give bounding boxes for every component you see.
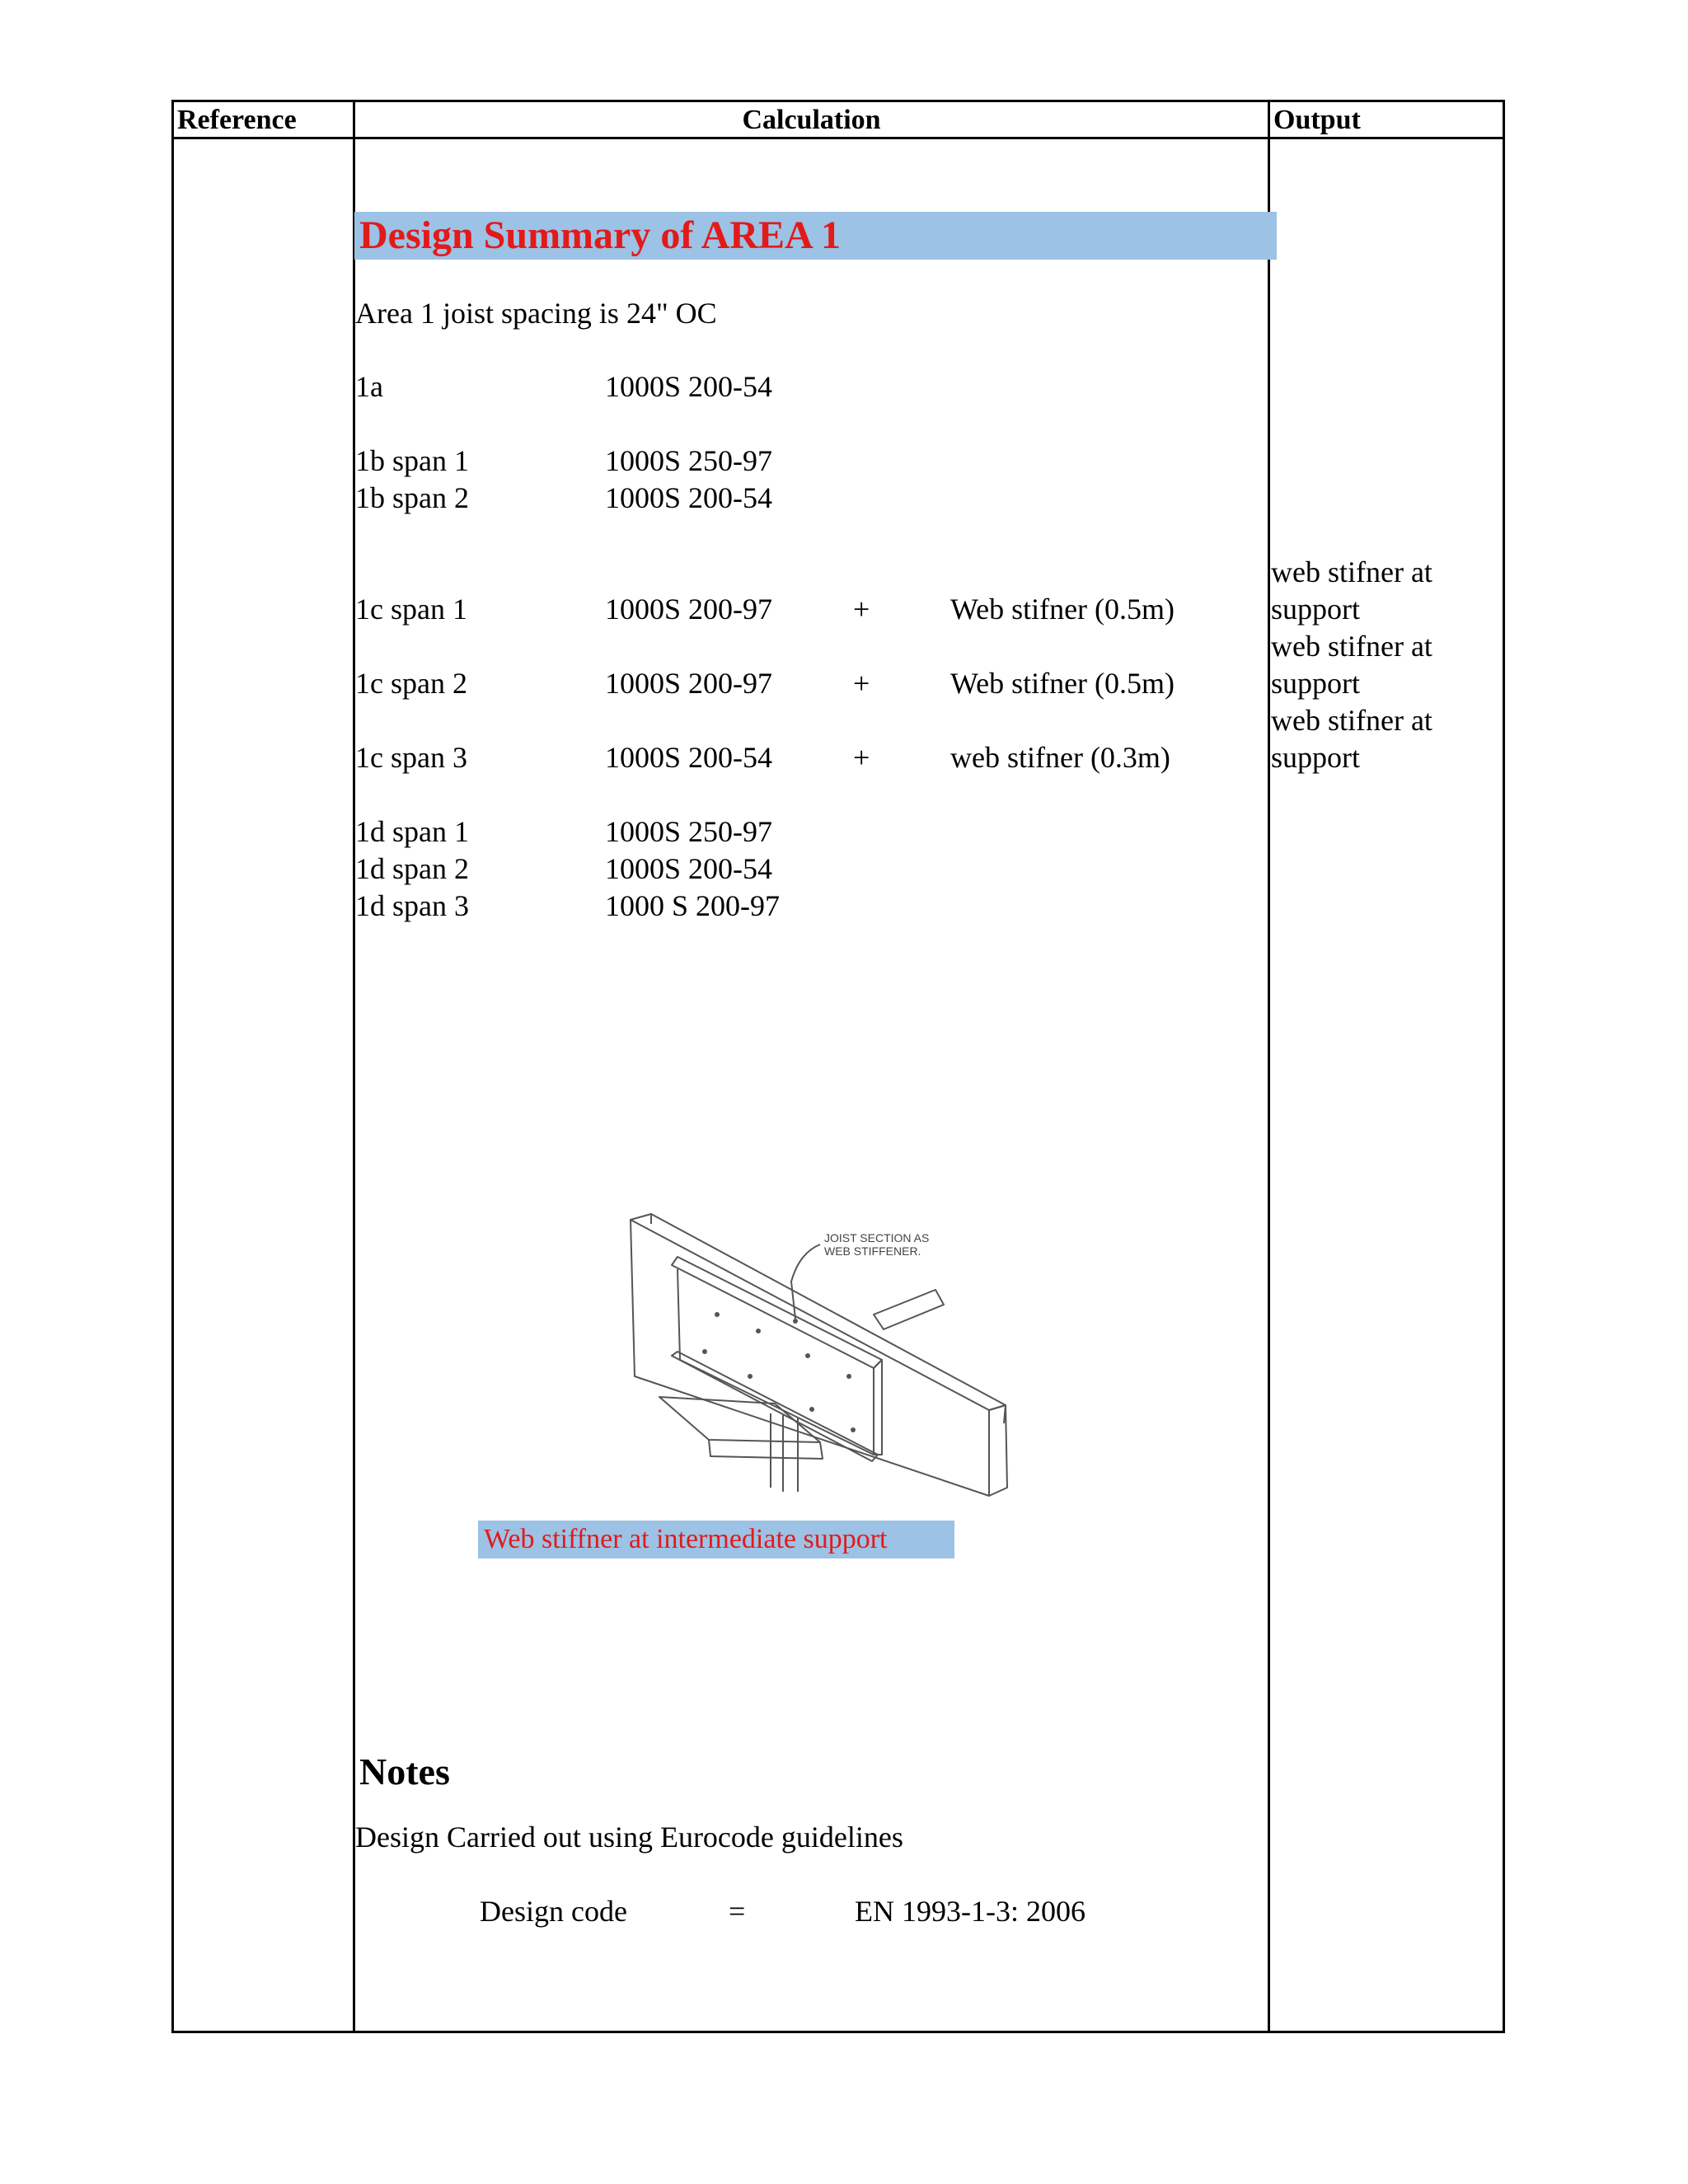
section-title: Design Summary of AREA 1 <box>359 213 842 257</box>
row-1a-label: 1a <box>355 370 383 403</box>
row-1c-span2-extra: Web stifner (0.5m) <box>950 667 1175 700</box>
screw-4 <box>846 1374 851 1379</box>
row-1b-span1-label: 1b span 1 <box>355 444 469 477</box>
row-1d-span1-section: 1000S 250-97 <box>605 815 773 848</box>
row-1c-span2-label: 1c span 2 <box>355 667 467 700</box>
callout-text-line2: WEB STIFFENER. <box>824 1244 921 1258</box>
row-1c-span3-section: 1000S 200-54 <box>605 741 773 774</box>
screw-2 <box>756 1329 761 1333</box>
output-1-line1: web stifner at <box>1271 555 1432 588</box>
row-1c-span3-plus: + <box>853 741 870 774</box>
output-3-line2: support <box>1271 741 1360 774</box>
header-output: Output <box>1273 105 1361 135</box>
support-beam-top <box>874 1290 944 1329</box>
design-code-equals: = <box>729 1895 746 1928</box>
row-1d-span3-label: 1d span 3 <box>355 889 469 922</box>
row-1c-span1-label: 1c span 1 <box>355 593 467 626</box>
output-2-line1: web stifner at <box>1271 630 1432 663</box>
row-1c-span2-plus: + <box>853 667 870 700</box>
row-1c-span1-extra: Web stifner (0.5m) <box>950 593 1175 626</box>
output-1-line2: support <box>1271 593 1360 626</box>
screw-5 <box>702 1349 707 1354</box>
row-1c-span1-plus: + <box>853 593 870 626</box>
screw-6 <box>748 1374 753 1379</box>
row-1b-span1-section: 1000S 250-97 <box>605 444 773 477</box>
main-joist-top <box>631 1214 1006 1410</box>
callout-text-line1: JOIST SECTION AS <box>824 1231 930 1244</box>
header-calculation: Calculation <box>742 105 881 135</box>
row-1c-span3-label: 1c span 3 <box>355 741 467 774</box>
column-divider-output <box>1268 102 1270 2031</box>
row-1c-span1-section: 1000S 200-97 <box>605 593 773 626</box>
row-1a-section: 1000S 200-54 <box>605 370 773 403</box>
screw-1 <box>715 1312 720 1317</box>
screw-3 <box>805 1353 810 1358</box>
row-1c-span2-section: 1000S 200-97 <box>605 667 773 700</box>
row-1b-span2-section: 1000S 200-54 <box>605 481 773 514</box>
stiffener-right-edge <box>874 1360 882 1455</box>
row-1c-span3-extra: web stifner (0.3m) <box>950 741 1170 774</box>
row-1d-span2-section: 1000S 200-54 <box>605 852 773 885</box>
row-1d-span1-label: 1d span 1 <box>355 815 469 848</box>
row-1d-span3-section: 1000 S 200-97 <box>605 889 781 922</box>
row-1b-span2-label: 1b span 2 <box>355 481 469 514</box>
lower-joist-flange <box>659 1397 820 1442</box>
figure-caption: Web stiffner at intermediate support <box>484 1524 888 1554</box>
screw-8 <box>851 1427 856 1432</box>
row-1d-span2-label: 1d span 2 <box>355 852 469 885</box>
design-code-value: EN 1993-1-3: 2006 <box>855 1895 1085 1928</box>
output-3-line1: web stifner at <box>1271 704 1432 737</box>
post <box>771 1413 798 1492</box>
design-code-label: Design code <box>480 1895 627 1928</box>
screw-7 <box>809 1407 814 1412</box>
web-stiffener-illustration <box>626 1207 1014 1504</box>
notes-heading: Notes <box>359 1750 450 1793</box>
output-2-line2: support <box>1271 667 1360 700</box>
callout-arrow-dot <box>793 1319 798 1324</box>
intro-text: Area 1 joist spacing is 24" OC <box>355 297 717 330</box>
notes-text: Design Carried out using Eurocode guidelines <box>355 1821 903 1854</box>
header-reference: Reference <box>177 105 297 135</box>
